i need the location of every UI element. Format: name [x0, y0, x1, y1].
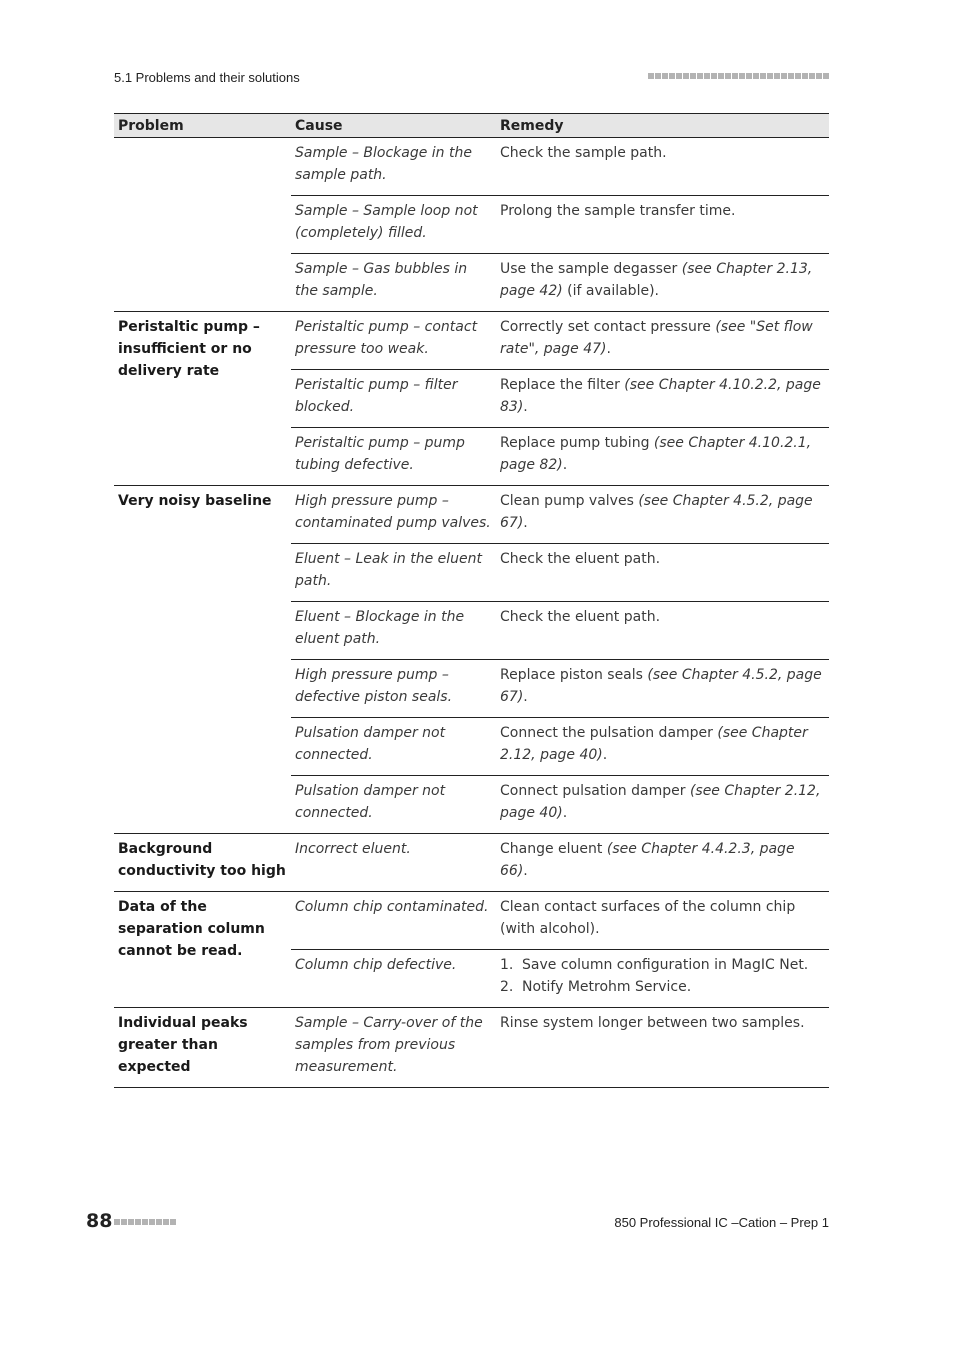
remedy-cross-reference: (see "Set flow rate", page 47) — [500, 319, 813, 357]
cause-cell: Incorrect eluent. — [291, 834, 496, 892]
remedy-cross-reference: (see Chapter 4.5.2, page 67) — [500, 493, 813, 531]
remedy-text: Rinse system longer between two samples. — [500, 1015, 805, 1031]
remedy-cell — [496, 892, 829, 950]
table-row — [114, 892, 829, 950]
troubleshooting-table — [114, 113, 829, 1088]
remedy-cell — [496, 486, 829, 544]
cause-cell: Pulsation damper not connected. — [291, 776, 496, 834]
remedy-text-tail: . — [523, 399, 528, 415]
remedy-cell — [496, 660, 829, 718]
remedy-text: Replace pump tubing — [500, 435, 654, 451]
cause-cell: Sample – Gas bubbles in the sample. — [291, 254, 496, 312]
remedy-cross-reference: (see Chapter 2.12, page 40) — [500, 725, 808, 763]
remedy-cross-reference: (see Chapter 4.5.2, page 67) — [500, 667, 822, 705]
problem-cell — [114, 138, 291, 312]
cause-cell: High pressure pump – contaminated pump valves. — [291, 486, 496, 544]
remedy-cell — [496, 196, 829, 254]
problem-cell: Data of the separation column cannot be read. — [114, 892, 291, 1008]
table-row — [114, 834, 829, 892]
remedy-text-tail: . — [523, 863, 528, 879]
problem-cell: Very noisy baseline — [114, 486, 291, 834]
step-text: Save column configuration in MagIC Net. — [522, 957, 809, 973]
remedy-steps-list — [500, 954, 825, 998]
page-footer — [86, 1210, 829, 1234]
cause-cell: Eluent – Leak in the eluent path. — [291, 544, 496, 602]
header-decoration — [648, 73, 829, 79]
remedy-cell — [496, 776, 829, 834]
column-header-problem: Problem — [114, 114, 291, 138]
cause-cell: Peristaltic pump – pump tubing defective. — [291, 428, 496, 486]
remedy-text-tail: . — [523, 689, 528, 705]
remedy-cross-reference: (see Chapter 4.10.2.1, page 82) — [500, 435, 812, 473]
remedy-step — [500, 954, 825, 976]
remedy-cross-reference: (see Chapter 4.10.2.2, page 83) — [500, 377, 821, 415]
remedy-step — [500, 976, 825, 998]
cause-cell: Eluent – Blockage in the eluent path. — [291, 602, 496, 660]
table-row — [114, 1008, 829, 1088]
remedy-cell — [496, 602, 829, 660]
step-number: 2. — [500, 979, 514, 995]
footer-decoration — [114, 1219, 176, 1225]
page-number: 88 — [86, 1210, 113, 1232]
remedy-text: Check the eluent path. — [500, 609, 661, 625]
cause-cell: Pulsation damper not connected. — [291, 718, 496, 776]
column-header-cause: Cause — [291, 114, 496, 138]
remedy-text: Check the eluent path. — [500, 551, 661, 567]
remedy-text: Connect pulsation damper — [500, 783, 690, 799]
cause-cell: Peristaltic pump – contact pressure too weak. — [291, 312, 496, 370]
table-header-row — [114, 114, 829, 138]
cause-cell: Sample – Sample loop not (completely) filled. — [291, 196, 496, 254]
remedy-text-tail: . — [562, 457, 568, 473]
remedy-cell — [496, 428, 829, 486]
cause-cell: Peristaltic pump – filter blocked. — [291, 370, 496, 428]
cause-cell: Sample – Blockage in the sample path. — [291, 138, 496, 196]
remedy-cross-reference: (see Chapter 2.12, page 40) — [500, 783, 821, 821]
remedy-text-tail: . — [562, 805, 568, 821]
remedy-text-tail: (if available). — [562, 283, 659, 299]
remedy-text: Correctly set contact pressure — [500, 319, 716, 335]
remedy-cross-reference: (see Chapter 4.4.2.3, page 66) — [500, 841, 795, 879]
cause-cell: Column chip contaminated. — [291, 892, 496, 950]
remedy-text-tail: . — [523, 515, 528, 531]
remedy-cell — [496, 138, 829, 196]
remedy-text: Change eluent — [500, 841, 607, 857]
problem-cell: Background conductivity too high — [114, 834, 291, 892]
remedy-text: Use the sample degasser — [500, 261, 682, 277]
remedy-text: Clean pump valves — [500, 493, 639, 509]
cause-cell: High pressure pump – defective piston seals. — [291, 660, 496, 718]
remedy-cell — [496, 1008, 829, 1088]
remedy-text-tail: . — [602, 747, 608, 763]
column-header-remedy: Remedy — [496, 114, 829, 138]
remedy-text: Clean contact surfaces of the column chip (with alcohol). — [500, 899, 796, 937]
remedy-cell — [496, 544, 829, 602]
remedy-cell — [496, 834, 829, 892]
remedy-cell — [496, 370, 829, 428]
product-name: 850 Professional IC –Cation – Prep 1 — [614, 1215, 829, 1230]
remedy-cell — [496, 718, 829, 776]
remedy-cell — [496, 950, 829, 1008]
remedy-text: Check the sample path. — [500, 145, 667, 161]
cause-cell: Sample – Carry-over of the samples from previous measurement. — [291, 1008, 496, 1088]
table-row — [114, 138, 829, 196]
remedy-cell — [496, 254, 829, 312]
section-title: 5.1 Problems and their solutions — [114, 70, 300, 85]
table-row — [114, 312, 829, 370]
table-row — [114, 486, 829, 544]
cause-cell: Column chip defective. — [291, 950, 496, 1008]
remedy-cross-reference: (see Chapter 2.13, page 42) — [500, 261, 813, 299]
step-number: 1. — [500, 957, 514, 973]
step-text: Notify Metrohm Service. — [522, 979, 692, 995]
problem-cell: Individual peaks greater than expected — [114, 1008, 291, 1088]
problem-cell: Peristaltic pump – insufficient or no delivery rate — [114, 312, 291, 486]
remedy-text-tail: . — [606, 341, 611, 357]
remedy-text: Replace the filter — [500, 377, 625, 393]
remedy-text: Prolong the sample transfer time. — [500, 203, 736, 219]
page-header — [114, 70, 829, 88]
remedy-cell — [496, 312, 829, 370]
remedy-text: Connect the pulsation damper — [500, 725, 718, 741]
remedy-text: Replace piston seals — [500, 667, 648, 683]
